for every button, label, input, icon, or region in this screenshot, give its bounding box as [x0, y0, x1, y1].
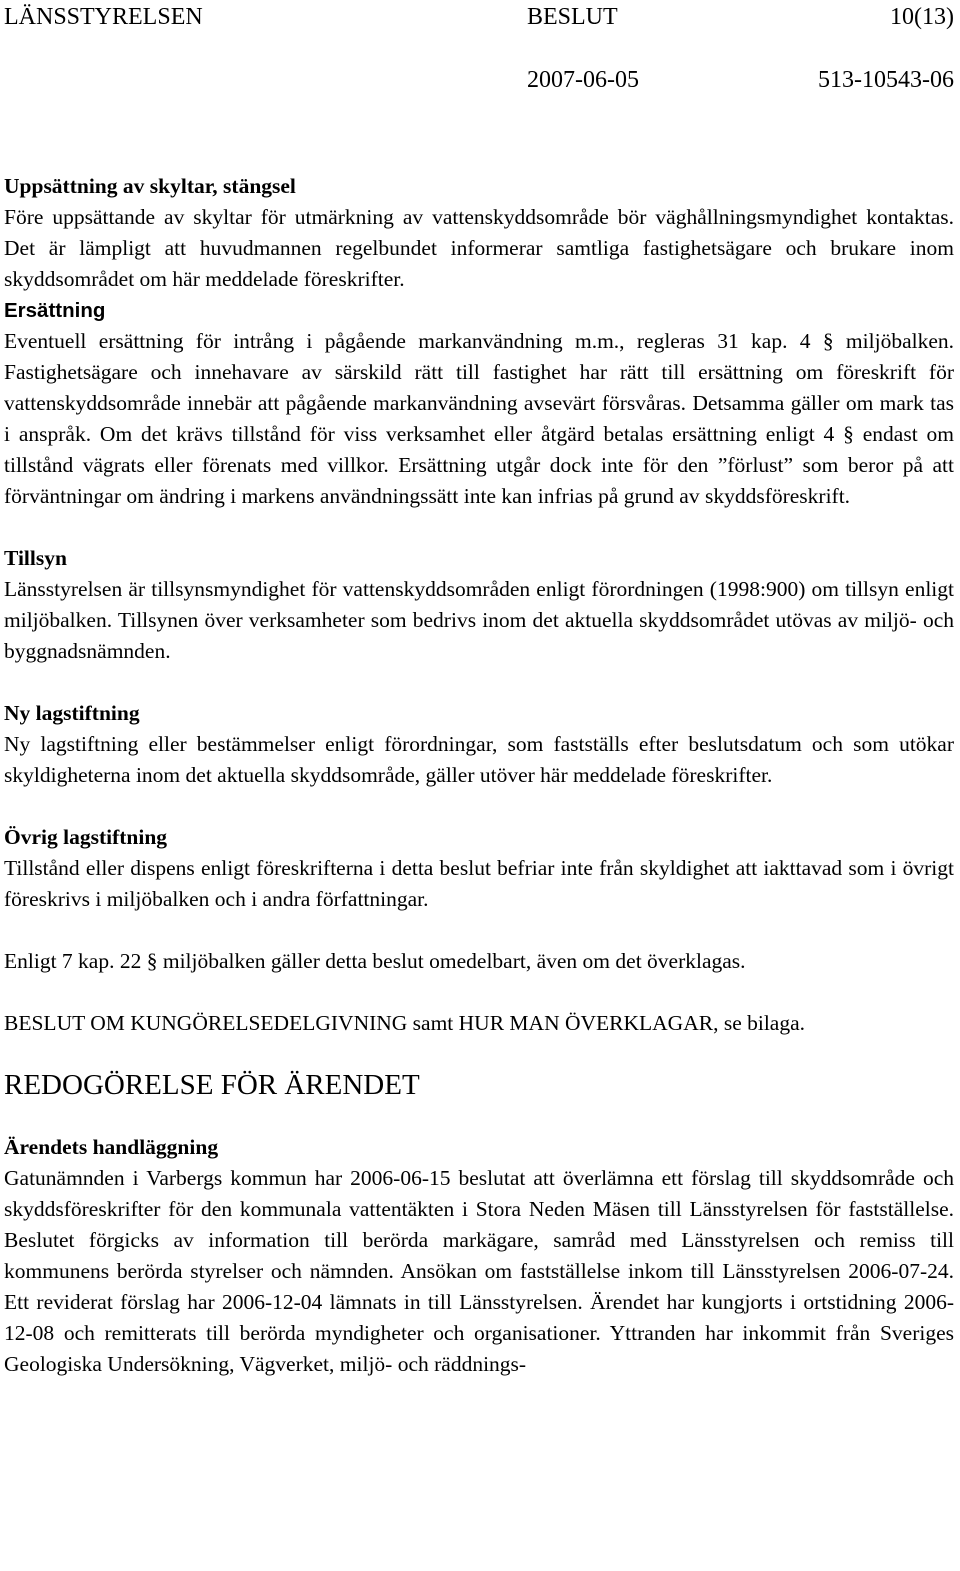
chapter-title: REDOGÖRELSE FÖR ÄRENDET [4, 1069, 420, 1101]
section-text: Länsstyrelsen är tillsynsmyndighet för vattenskyddsområden enligt förordningen (1998:900) om tillsyn enligt miljöbalken. Tillsynen över verksamheter som bedrivs inom det aktuella skyddsområdet utövas av miljö- och byggnadsnämnden. [4, 577, 954, 663]
spacer [4, 667, 954, 698]
spacer [4, 915, 954, 946]
spacer [4, 512, 954, 543]
section-heading: Ny lagstiftning [4, 701, 140, 725]
spacer [4, 977, 954, 1008]
document-type: BESLUT [527, 4, 618, 30]
section-ny-lagstiftning [4, 698, 954, 791]
section-ovrig-lagstiftning [4, 822, 954, 915]
section-heading: Ersättning [4, 299, 106, 322]
section-text: Ny lagstiftning eller bestämmelser enligt förordningar, som fastställs efter beslutsdatum och som utökar skyldigheterna inom det aktuella skyddsområde, gäller utöver här meddelade föreskrifter. [4, 732, 954, 787]
section-heading: Uppsättning av skyltar, stängsel [4, 174, 296, 198]
page-number: 10(13) [890, 4, 954, 30]
document-body [4, 171, 954, 1380]
section-text: Eventuell ersättning för intrång i pågående markanvändning m.m., regleras 31 kap. 4 § miljöbalken. Fastighetsägare och innehavare av särskild rätt till fastighet har rätt till ersättning om föreskrift för vattenskyddsområde innebär att pågående markanvändning avsevärt försvåras. Detsamma gäller om mark tas i anspråk. Om det krävs tillstånd för viss verksamhet eller åtgärd betalas ersättning enligt 4 § endast om tillstånd vägrats eller förenats med villkor. Ersättning utgår dock inte för den ”förlust” som beror på att förväntningar om ändring i markens användningssätt inte kan infrias på grund av skyddsföreskrift. [4, 329, 954, 508]
spacer [4, 1039, 954, 1070]
agency-name: LÄNSSTYRELSEN [4, 4, 203, 30]
case-number: 513-10543-06 [818, 67, 954, 93]
section-heading: Tillsyn [4, 546, 67, 570]
document-header [0, 0, 960, 100]
section-text: Gatunämnden i Varbergs kommun har 2006-06-15 beslutat att överlämna ett förslag till skyddsområde och skyddsföreskrifter för den kommunala vattentäkten i Stora Neden Mäsen till Länsstyrelsen för fastställelse. Beslutet förgicks av information till berörda markägare, samråd med Länsstyrelsen och remiss till kommunens berörda styrelser och nämnden. Ansökan om fastställelse inkom till Länsstyrelsen 2006-07-24. Ett reviderat förslag har 2006-12-04 lämnats in till Länsstyrelsen. Ärendet har kungjorts i ortstidning 2006-12-08 och remitterats till berörda myndigheter och organisationer. Yttranden har inkommit från Sveriges Geologiska Undersökning, Vägverket, miljö- och räddnings- [4, 1166, 954, 1376]
section-skyltar [4, 171, 954, 295]
section-text: Enligt 7 kap. 22 § miljöbalken gäller detta beslut omedelbart, även om det överklagas. [4, 949, 746, 973]
section-bilaga [4, 1008, 954, 1039]
section-tillsyn [4, 543, 954, 667]
spacer [4, 1101, 954, 1132]
spacer [4, 791, 954, 822]
section-enligt [4, 946, 954, 977]
section-text: BESLUT OM KUNGÖRELSEDELGIVNING samt HUR MAN ÖVERKLAGAR, se bilaga. [4, 1011, 806, 1035]
section-redogorelse [4, 1070, 954, 1101]
section-handlaggning [4, 1132, 954, 1380]
section-heading: Ärendets handläggning [4, 1135, 219, 1159]
section-text: Tillstånd eller dispens enligt föreskrifterna i detta beslut befriar inte från skyldighet att iakttavad som i övrigt föreskrivs i miljöbalken och i andra författningar. [4, 856, 954, 911]
decision-date: 2007-06-05 [527, 67, 639, 93]
section-ersattning [4, 295, 954, 512]
section-heading: Övrig lagstiftning [4, 825, 168, 849]
section-text: Före uppsättande av skyltar för utmärkning av vattenskyddsområde bör väghållningsmyndighet kontaktas. Det är lämpligt att huvudmannen regelbundet informerar samtliga fastighetsägare och brukare inom skyddsområdet om här meddelade föreskrifter. [4, 205, 954, 291]
